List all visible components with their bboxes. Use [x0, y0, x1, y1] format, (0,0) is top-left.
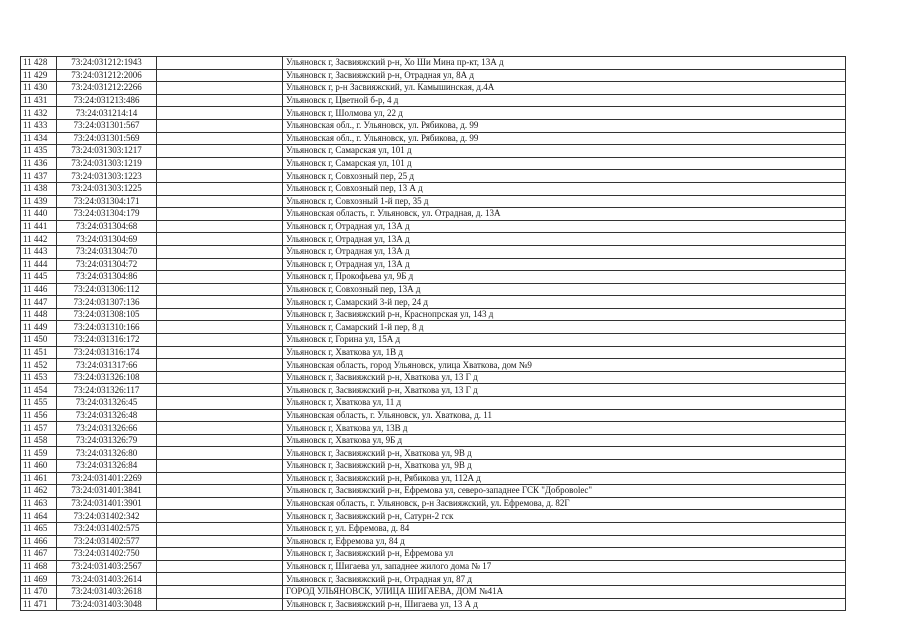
- cadastral-number-cell: 73:24:031304:171: [57, 195, 157, 208]
- address-cell: Ульяновск г, Самарский 1-й пер, 8 д: [283, 321, 846, 334]
- cadastral-number-cell: 73:24:031301:569: [57, 132, 157, 145]
- address-cell: Ульяновск г, Шолмова ул, 22 д: [283, 107, 846, 120]
- address-cell: Ульяновск г, Ефремова ул, 84 д: [283, 535, 846, 548]
- empty-cell: [157, 573, 283, 586]
- empty-cell: [157, 182, 283, 195]
- cadastral-number-cell: 73:24:031213:486: [57, 94, 157, 107]
- table-row: [21, 359, 846, 372]
- table-row: [21, 397, 846, 410]
- table-row: [21, 308, 846, 321]
- table-row: [21, 334, 846, 347]
- table-row: [21, 233, 846, 246]
- row-number-cell: 11 462: [21, 485, 57, 498]
- empty-cell: [157, 548, 283, 561]
- empty-cell: [157, 308, 283, 321]
- table-row: [21, 195, 846, 208]
- empty-cell: [157, 258, 283, 271]
- table-row: [21, 472, 846, 485]
- address-cell: Ульяновск г, Горина ул, 15А д: [283, 334, 846, 347]
- row-number-cell: 11 471: [21, 598, 57, 611]
- empty-cell: [157, 170, 283, 183]
- address-cell: Ульяновск г, Засвияжский р-н, Отрадная ул, 8А д: [283, 69, 846, 82]
- address-cell: Ульяновск г, Засвияжский р-н, Отрадная ул, 87 д: [283, 573, 846, 586]
- cadastral-number-cell: 73:24:031402:342: [57, 510, 157, 523]
- address-cell: Ульяновск г, Хваткова ул, 13В д: [283, 422, 846, 435]
- cadastral-number-cell: 73:24:031303:1217: [57, 145, 157, 158]
- cadastral-number-cell: 73:24:031401:3841: [57, 485, 157, 498]
- empty-cell: [157, 485, 283, 498]
- table-row: [21, 409, 846, 422]
- address-cell: Ульяновская область, г. Ульяновск, ул. Хваткова, д. 11: [283, 409, 846, 422]
- row-number-cell: 11 451: [21, 346, 57, 359]
- row-number-cell: 11 460: [21, 460, 57, 473]
- row-number-cell: 11 444: [21, 258, 57, 271]
- table-row: [21, 447, 846, 460]
- empty-cell: [157, 422, 283, 435]
- empty-cell: [157, 195, 283, 208]
- empty-cell: [157, 384, 283, 397]
- address-cell: Ульяновск г, ул. Ефремова, д. 84: [283, 522, 846, 535]
- empty-cell: [157, 69, 283, 82]
- address-cell: Ульяновск г, Хваткова ул, 9Б д: [283, 434, 846, 447]
- row-number-cell: 11 459: [21, 447, 57, 460]
- address-cell: Ульяновск г, Засвияжский р-н, Хваткова ул, 13 Г д: [283, 384, 846, 397]
- table-row: [21, 258, 846, 271]
- table-row: [21, 145, 846, 158]
- table-row: [21, 57, 846, 70]
- table-row: [21, 157, 846, 170]
- address-cell: Ульяновск г, Засвияжский р-н, Рябикова ул, 112А д: [283, 472, 846, 485]
- empty-cell: [157, 359, 283, 372]
- row-number-cell: 11 466: [21, 535, 57, 548]
- address-cell: Ульяновск г, Совхозный 1-й пер, 35 д: [283, 195, 846, 208]
- row-number-cell: 11 450: [21, 334, 57, 347]
- empty-cell: [157, 397, 283, 410]
- table-row: [21, 598, 846, 611]
- address-cell: Ульяновская область, г. Ульяновск, р-н Засвияжский, ул. Ефремова, д. 82Г: [283, 497, 846, 510]
- table-row: [21, 422, 846, 435]
- table-row: [21, 119, 846, 132]
- table-row: [21, 271, 846, 284]
- row-number-cell: 11 438: [21, 182, 57, 195]
- empty-cell: [157, 233, 283, 246]
- row-number-cell: 11 457: [21, 422, 57, 435]
- address-cell: Ульяновск г, Хваткова ул, 11 д: [283, 397, 846, 410]
- table-row: [21, 182, 846, 195]
- address-cell: Ульяновск г, Отрадная ул, 13А д: [283, 258, 846, 271]
- cadastral-number-cell: 73:24:031307:136: [57, 296, 157, 309]
- row-number-cell: 11 456: [21, 409, 57, 422]
- cadastral-number-cell: 73:24:031304:70: [57, 245, 157, 258]
- address-cell: Ульяновск г, Совхозный пер, 13 А д: [283, 182, 846, 195]
- address-cell: Ульяновск г, Самарская ул, 101 д: [283, 145, 846, 158]
- cadastral-number-cell: 73:24:031212:2266: [57, 82, 157, 95]
- table-row: [21, 220, 846, 233]
- cadastral-number-cell: 73:24:031403:2614: [57, 573, 157, 586]
- address-cell: Ульяновск г, Отрадная ул, 13А д: [283, 220, 846, 233]
- row-number-cell: 11 430: [21, 82, 57, 95]
- address-cell: Ульяновск г, Засвияжский р-н, Хваткова ул, 9В д: [283, 447, 846, 460]
- row-number-cell: 11 453: [21, 371, 57, 384]
- row-number-cell: 11 463: [21, 497, 57, 510]
- address-cell: Ульяновск г, Отрадная ул, 13А д: [283, 233, 846, 246]
- address-cell: Ульяновск г, Отрадная ул, 13А д: [283, 245, 846, 258]
- cadastral-number-cell: 73:24:031304:69: [57, 233, 157, 246]
- empty-cell: [157, 94, 283, 107]
- cadastral-number-cell: 73:24:031316:172: [57, 334, 157, 347]
- empty-cell: [157, 296, 283, 309]
- table-row: [21, 573, 846, 586]
- cadastral-number-cell: 73:24:031303:1219: [57, 157, 157, 170]
- row-number-cell: 11 445: [21, 271, 57, 284]
- empty-cell: [157, 82, 283, 95]
- table-row: [21, 132, 846, 145]
- cadastral-number-cell: 73:24:031401:3901: [57, 497, 157, 510]
- row-number-cell: 11 470: [21, 585, 57, 598]
- table-row: [21, 434, 846, 447]
- empty-cell: [157, 283, 283, 296]
- cadastral-number-cell: 73:24:031304:86: [57, 271, 157, 284]
- row-number-cell: 11 461: [21, 472, 57, 485]
- table-row: [21, 548, 846, 561]
- empty-cell: [157, 132, 283, 145]
- table-row: [21, 170, 846, 183]
- address-cell: Ульяновская обл., г. Ульяновск, ул. Рябикова, д. 99: [283, 119, 846, 132]
- registry-table: [20, 56, 846, 611]
- row-number-cell: 11 441: [21, 220, 57, 233]
- empty-cell: [157, 271, 283, 284]
- row-number-cell: 11 434: [21, 132, 57, 145]
- address-cell: Ульяновск г, Цветной б-р, 4 д: [283, 94, 846, 107]
- cadastral-number-cell: 73:24:031214:14: [57, 107, 157, 120]
- row-number-cell: 11 465: [21, 522, 57, 535]
- empty-cell: [157, 447, 283, 460]
- empty-cell: [157, 510, 283, 523]
- address-cell: Ульяновск г, Засвияжский р-н, Ефремова ул, северо-западнее ГСК "Добровolec": [283, 485, 846, 498]
- address-cell: Ульяновск г, Засвияжский р-н, Хваткова ул, 9В д: [283, 460, 846, 473]
- table-row: [21, 107, 846, 120]
- row-number-cell: 11 468: [21, 560, 57, 573]
- row-number-cell: 11 452: [21, 359, 57, 372]
- empty-cell: [157, 346, 283, 359]
- cadastral-number-cell: 73:24:031401:2269: [57, 472, 157, 485]
- address-cell: Ульяновск г, Засвияжский р-н, Хо Ши Мина пр-кт, 13А д: [283, 57, 846, 70]
- cadastral-number-cell: 73:24:031403:2567: [57, 560, 157, 573]
- row-number-cell: 11 455: [21, 397, 57, 410]
- cadastral-number-cell: 73:24:031301:567: [57, 119, 157, 132]
- table-row: [21, 510, 846, 523]
- table-row: [21, 460, 846, 473]
- table-row: [21, 384, 846, 397]
- address-cell: Ульяновск г, Самарская ул, 101 д: [283, 157, 846, 170]
- table-row: [21, 82, 846, 95]
- cadastral-number-cell: 73:24:031402:750: [57, 548, 157, 561]
- empty-cell: [157, 145, 283, 158]
- table-row: [21, 245, 846, 258]
- empty-cell: [157, 585, 283, 598]
- address-cell: Ульяновск г, Хваткова ул, 1В д: [283, 346, 846, 359]
- row-number-cell: 11 435: [21, 145, 57, 158]
- empty-cell: [157, 57, 283, 70]
- table-row: [21, 208, 846, 221]
- cadastral-number-cell: 73:24:031402:577: [57, 535, 157, 548]
- empty-cell: [157, 535, 283, 548]
- table-row: [21, 69, 846, 82]
- cadastral-number-cell: 73:24:031317:66: [57, 359, 157, 372]
- address-cell: Ульяновск г, Совхозный пер, 13А д: [283, 283, 846, 296]
- empty-cell: [157, 220, 283, 233]
- cadastral-number-cell: 73:24:031316:174: [57, 346, 157, 359]
- cadastral-number-cell: 73:24:031326:108: [57, 371, 157, 384]
- row-number-cell: 11 437: [21, 170, 57, 183]
- table-row: [21, 321, 846, 334]
- address-cell: Ульяновская обл., г. Ульяновск, ул. Рябикова, д. 99: [283, 132, 846, 145]
- empty-cell: [157, 434, 283, 447]
- empty-cell: [157, 497, 283, 510]
- address-cell: Ульяновская область, город Ульяновск, улица Хваткова, дом №9: [283, 359, 846, 372]
- table-row: [21, 485, 846, 498]
- row-number-cell: 11 431: [21, 94, 57, 107]
- row-number-cell: 11 449: [21, 321, 57, 334]
- cadastral-number-cell: 73:24:031304:68: [57, 220, 157, 233]
- row-number-cell: 11 439: [21, 195, 57, 208]
- row-number-cell: 11 448: [21, 308, 57, 321]
- cadastral-number-cell: 73:24:031303:1223: [57, 170, 157, 183]
- cadastral-number-cell: 73:24:031304:72: [57, 258, 157, 271]
- empty-cell: [157, 598, 283, 611]
- row-number-cell: 11 467: [21, 548, 57, 561]
- address-cell: Ульяновская область, г. Ульяновск, ул. Отрадная, д. 13А: [283, 208, 846, 221]
- empty-cell: [157, 560, 283, 573]
- cadastral-number-cell: 73:24:031326:45: [57, 397, 157, 410]
- empty-cell: [157, 321, 283, 334]
- table-row: [21, 497, 846, 510]
- table-row: [21, 522, 846, 535]
- row-number-cell: 11 442: [21, 233, 57, 246]
- registry-table-body: [21, 57, 846, 611]
- table-row: [21, 346, 846, 359]
- row-number-cell: 11 440: [21, 208, 57, 221]
- row-number-cell: 11 447: [21, 296, 57, 309]
- address-cell: Ульяновск г, Засвияжский р-н, Сатурн-2 гск: [283, 510, 846, 523]
- cadastral-number-cell: 73:24:031403:3048: [57, 598, 157, 611]
- address-cell: Ульяновск г, р-н Засвияжский, ул. Камышинская, д.4А: [283, 82, 846, 95]
- cadastral-number-cell: 73:24:031304:179: [57, 208, 157, 221]
- address-cell: Ульяновск г, Совхозный пер, 25 д: [283, 170, 846, 183]
- row-number-cell: 11 432: [21, 107, 57, 120]
- table-row: [21, 283, 846, 296]
- empty-cell: [157, 334, 283, 347]
- empty-cell: [157, 371, 283, 384]
- empty-cell: [157, 409, 283, 422]
- table-row: [21, 585, 846, 598]
- row-number-cell: 11 433: [21, 119, 57, 132]
- address-cell: Ульяновск г, Шигаева ул, западнее жилого дома № 17: [283, 560, 846, 573]
- cadastral-number-cell: 73:24:031303:1225: [57, 182, 157, 195]
- empty-cell: [157, 472, 283, 485]
- address-cell: ГОРОД УЛЬЯНОВСК, УЛИЦА ШИГАЕВА, ДОМ №41А: [283, 585, 846, 598]
- cadastral-number-cell: 73:24:031402:575: [57, 522, 157, 535]
- table-row: [21, 94, 846, 107]
- cadastral-number-cell: 73:24:031326:48: [57, 409, 157, 422]
- cadastral-number-cell: 73:24:031308:105: [57, 308, 157, 321]
- empty-cell: [157, 460, 283, 473]
- table-row: [21, 560, 846, 573]
- cadastral-number-cell: 73:24:031326:84: [57, 460, 157, 473]
- address-cell: Ульяновск г, Засвияжский р-н, Хваткова ул, 13 Г д: [283, 371, 846, 384]
- cadastral-number-cell: 73:24:031326:80: [57, 447, 157, 460]
- table-row: [21, 535, 846, 548]
- empty-cell: [157, 157, 283, 170]
- address-cell: Ульяновск г, Прокофьева ул, 9Б д: [283, 271, 846, 284]
- cadastral-number-cell: 73:24:031310:166: [57, 321, 157, 334]
- table-row: [21, 296, 846, 309]
- row-number-cell: 11 446: [21, 283, 57, 296]
- empty-cell: [157, 522, 283, 535]
- address-cell: Ульяновск г, Засвияжский р-н, Шигаева ул, 13 А д: [283, 598, 846, 611]
- empty-cell: [157, 119, 283, 132]
- row-number-cell: 11 469: [21, 573, 57, 586]
- cadastral-number-cell: 73:24:031326:66: [57, 422, 157, 435]
- empty-cell: [157, 107, 283, 120]
- row-number-cell: 11 454: [21, 384, 57, 397]
- cadastral-number-cell: 73:24:031212:2006: [57, 69, 157, 82]
- cadastral-number-cell: 73:24:031326:117: [57, 384, 157, 397]
- row-number-cell: 11 464: [21, 510, 57, 523]
- address-cell: Ульяновск г, Самарский 3-й пер, 24 д: [283, 296, 846, 309]
- address-cell: Ульяновск г, Засвияжский р-н, Ефремова ул: [283, 548, 846, 561]
- table-row: [21, 371, 846, 384]
- cadastral-number-cell: 73:24:031403:2618: [57, 585, 157, 598]
- row-number-cell: 11 429: [21, 69, 57, 82]
- empty-cell: [157, 245, 283, 258]
- address-cell: Ульяновск г, Засвияжский р-н, Краснопрская ул, 143 д: [283, 308, 846, 321]
- row-number-cell: 11 436: [21, 157, 57, 170]
- row-number-cell: 11 428: [21, 57, 57, 70]
- cadastral-number-cell: 73:24:031306:112: [57, 283, 157, 296]
- row-number-cell: 11 443: [21, 245, 57, 258]
- empty-cell: [157, 208, 283, 221]
- cadastral-number-cell: 73:24:031212:1943: [57, 57, 157, 70]
- row-number-cell: 11 458: [21, 434, 57, 447]
- cadastral-number-cell: 73:24:031326:79: [57, 434, 157, 447]
